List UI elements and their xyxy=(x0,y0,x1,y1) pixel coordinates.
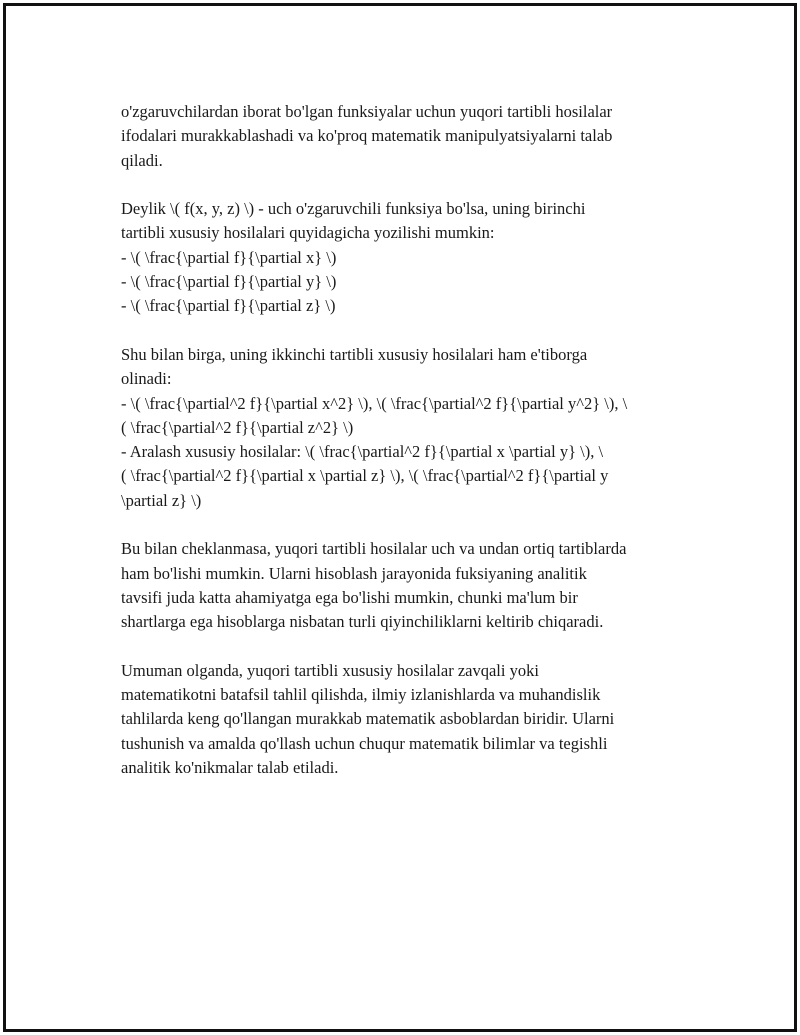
text-line: shartlarga ega hisoblarga nisbatan turli qiyinchiliklarni keltirib chiqaradi. xyxy=(121,612,604,632)
text-line: analitik ko'nikmalar talab etiladi. xyxy=(121,758,339,778)
text-line: qiladi. xyxy=(121,150,163,170)
list-item: - \( \frac{\partial f}{\partial y} \) xyxy=(121,272,337,292)
page-frame xyxy=(3,3,797,1032)
text-line: Bu bilan cheklanmasa, yuqori tartibli hosilalar uch va undan ortiq tartiblarda xyxy=(121,539,627,559)
text-line: tahlilarda keng qo'llangan murakkab matematik asboblardan biridir. Ularni xyxy=(121,709,615,729)
text-line: olinadi: xyxy=(121,369,172,389)
text-line: \partial z} \) xyxy=(121,490,202,510)
list-item: - \( \frac{\partial^2 f}{\partial x^2} \), \( \frac{\partial^2 f}{\partial y^2} \), \ xyxy=(121,393,628,413)
text-line: tartibli xususiy hosilalari quyidagicha yozilishi mumkin: xyxy=(121,223,495,243)
paragraph-intro xyxy=(121,100,691,173)
text-line: ( \frac{\partial^2 f}{\partial z^2} \) xyxy=(121,417,354,437)
list-item: - Aralash xususiy hosilalar: \( \frac{\partial^2 f}{\partial x \partial y} \), \ xyxy=(121,442,604,462)
text-line: tushunish va amalda qo'llash uchun chuqur matematik bilimlar va tegishli xyxy=(121,733,608,753)
list-item: - \( \frac{\partial f}{\partial x} \) xyxy=(121,247,337,267)
text-line: o'zgaruvchilardan iborat bo'lgan funksiyalar uchun yuqori tartibli hosilalar xyxy=(121,102,613,121)
list-item: - \( \frac{\partial f}{\partial z} \) xyxy=(121,296,336,316)
text-line: ifodalari murakkablashadi va ko'proq matematik manipulyatsiyalarni talab xyxy=(121,126,613,146)
text-line: Deylik \( f(x, y, z) \) - uch o'zgaruvchili funksiya bo'lsa, uning birinchi xyxy=(121,199,586,219)
text-line: matematikotni batafsil tahlil qilishda, ilmiy izlanishlarda va muhandislik xyxy=(121,685,601,705)
document-body xyxy=(121,100,691,805)
text-line: ham bo'lishi mumkin. Ularni hisoblash jarayonida fuksiyaning analitik xyxy=(121,563,587,583)
paragraph-second-order xyxy=(121,343,691,513)
paragraph-first-order xyxy=(121,197,691,318)
text-line: Shu bilan birga, uning ikkinchi tartibli xususiy hosilalari ham e'tiborga xyxy=(121,344,588,364)
text-line: ( \frac{\partial^2 f}{\partial x \partial z} \), \( \frac{\partial^2 f}{\partial y xyxy=(121,466,609,486)
text-line: tavsifi juda katta ahamiyatga ega bo'lishi mumkin, chunki ma'lum bir xyxy=(121,587,578,607)
paragraph-conclusion xyxy=(121,659,691,780)
paragraph-higher-order xyxy=(121,537,691,634)
text-line: Umuman olganda, yuqori tartibli xususiy hosilalar zavqali yoki xyxy=(121,660,539,680)
